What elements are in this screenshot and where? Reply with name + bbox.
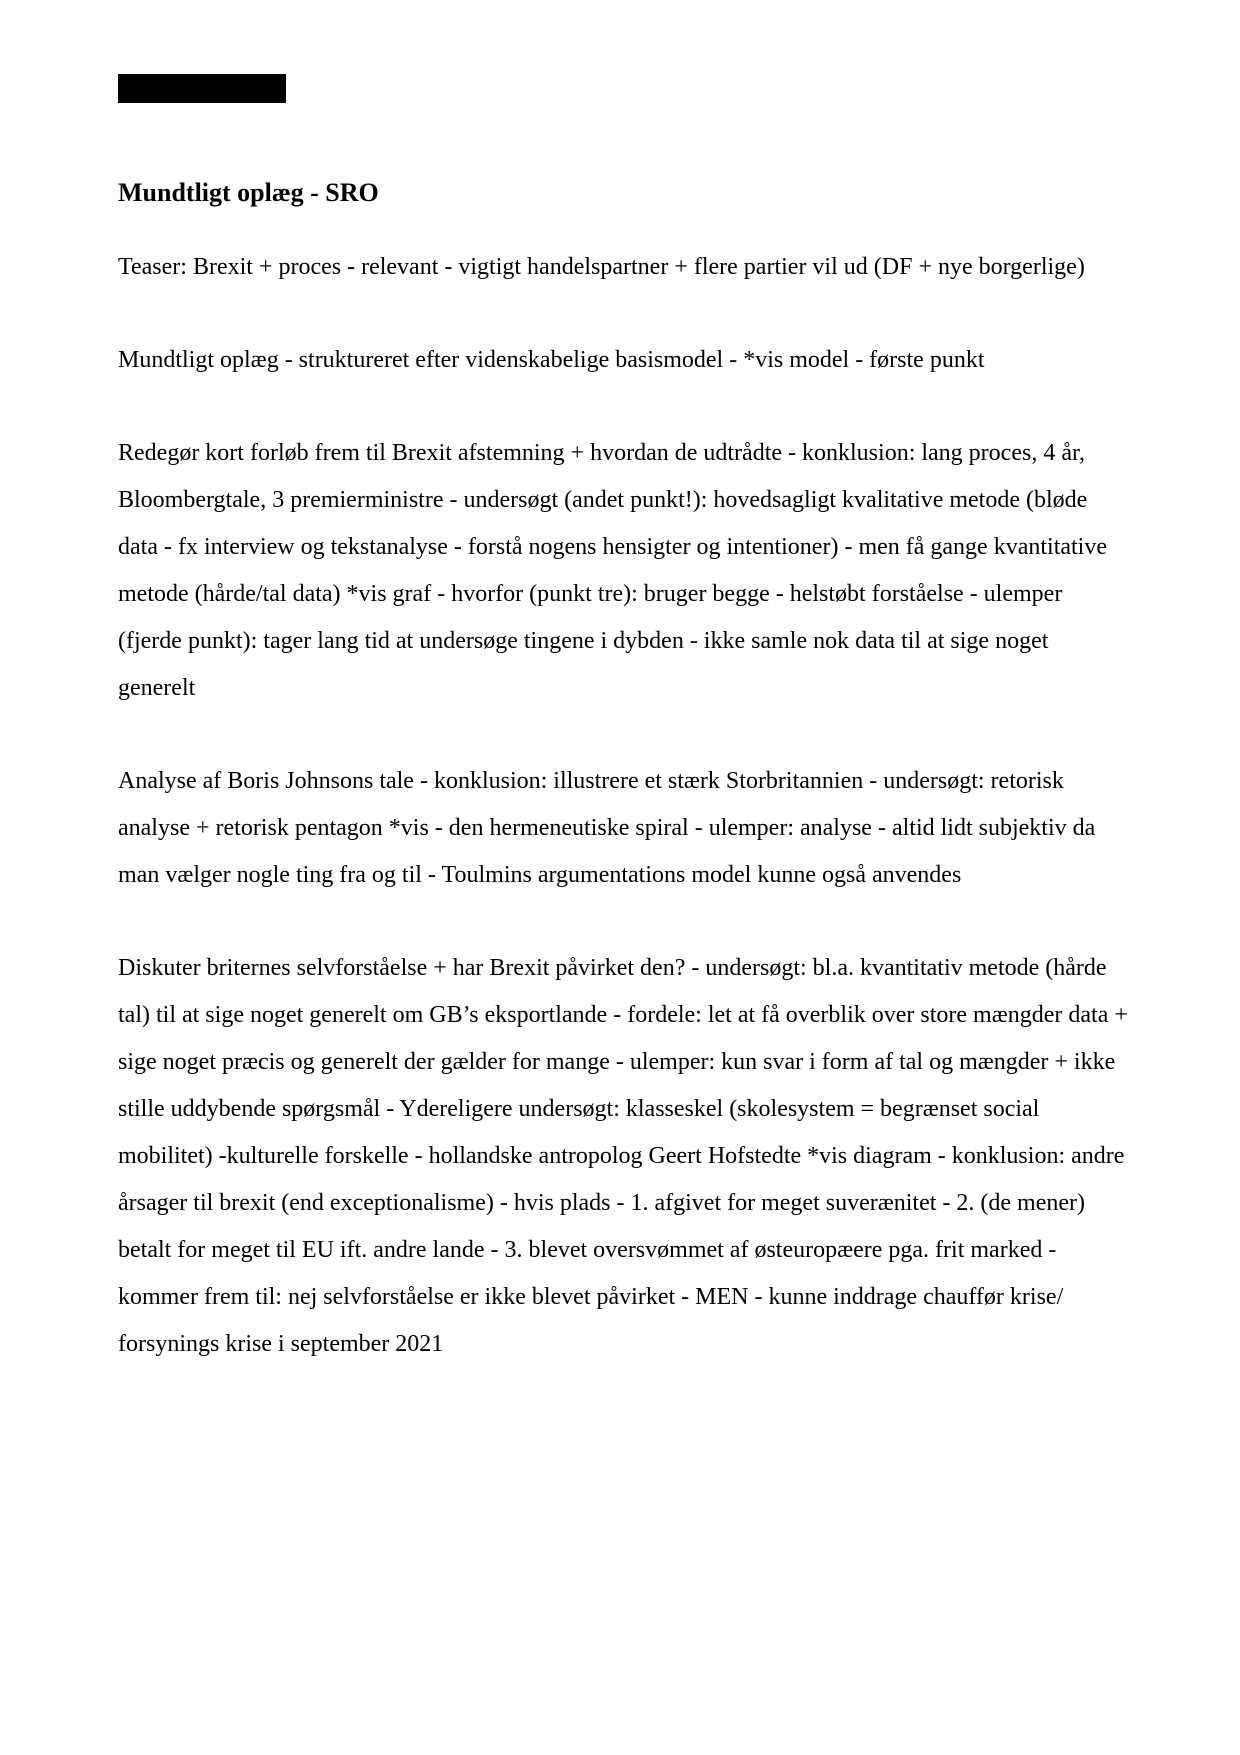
paragraph-analyse: Analyse af Boris Johnsons tale - konklusion: illustrere et stærk Storbritannien - undersøgt: retorisk analyse + retorisk pentagon *vis - den hermeneutiske spiral - ulemper: analyse - altid lidt subjektiv da man vælger nogle ting fra og til - Toulmins argumentations model kunne også anvendes bbox=[118, 768, 1096, 888]
paragraph-intro: Mundtligt oplæg - struktureret efter videnskabelige basismodel - *vis model - første punkt bbox=[118, 347, 985, 373]
paragraph-redegoer: Redegør kort forløb frem til Brexit afstemning + hvordan de udtrådte - konklusion: lang proces, 4 år, Bloombergtale, 3 premierministre - undersøgt (andet punkt!): hovedsagligt kvalitative metode (bløde data - fx interview og tekstanalyse - forstå nogens hensigter og intentioner) - men få gange kvantitative metode (hårde/tal data) *vis graf - hvorfor (punkt tre): bruger begge - helstøbt forståelse - ulemper (fjerde punkt): tager lang tid at undersøge tingene i dybden - ikke samle nok data til at sige noget generelt bbox=[118, 440, 1108, 701]
document-title: Mundtligt oplæg - SRO bbox=[118, 178, 379, 207]
paragraph-diskuter: Diskuter briternes selvforståelse + har Brexit påvirket den? - undersøgt: bl.a. kvantitativ metode (hårde tal) til at sige noget generelt om GB’s eksportlande - fordele: let at få overblik over store mængder data + sige noget præcis og generelt der gælder for mange - ulemper: kun svar i form af tal og mængder + ikke stille uddybende spørgsmål - Ydereligere undersøgt: klasseskel (skolesystem = begrænset social mobilitet) -kulturelle forskelle - hollandske antropolog Geert Hofstedte *vis diagram - konklusion: andre årsager til brexit (end exceptionalisme) - hvis plads - 1. afgivet for meget suverænitet - 2. (de mener) betalt for meget til EU ift. andre lande - 3. blevet oversvømmet af østeuropæere pga. frit marked -kommer frem til: nej selvforståelse er ikke blevet påvirket - MEN - kunne inddrage chauffør krise/ forsynings krise i september 2021 bbox=[118, 955, 1128, 1357]
document-body bbox=[118, 176, 1128, 1414]
paragraph-teaser: Teaser: Brexit + proces - relevant - vigtigt handelspartner + flere partier vil ud (DF + nye borgerlige) bbox=[118, 254, 1085, 280]
redaction-bar bbox=[118, 74, 286, 103]
